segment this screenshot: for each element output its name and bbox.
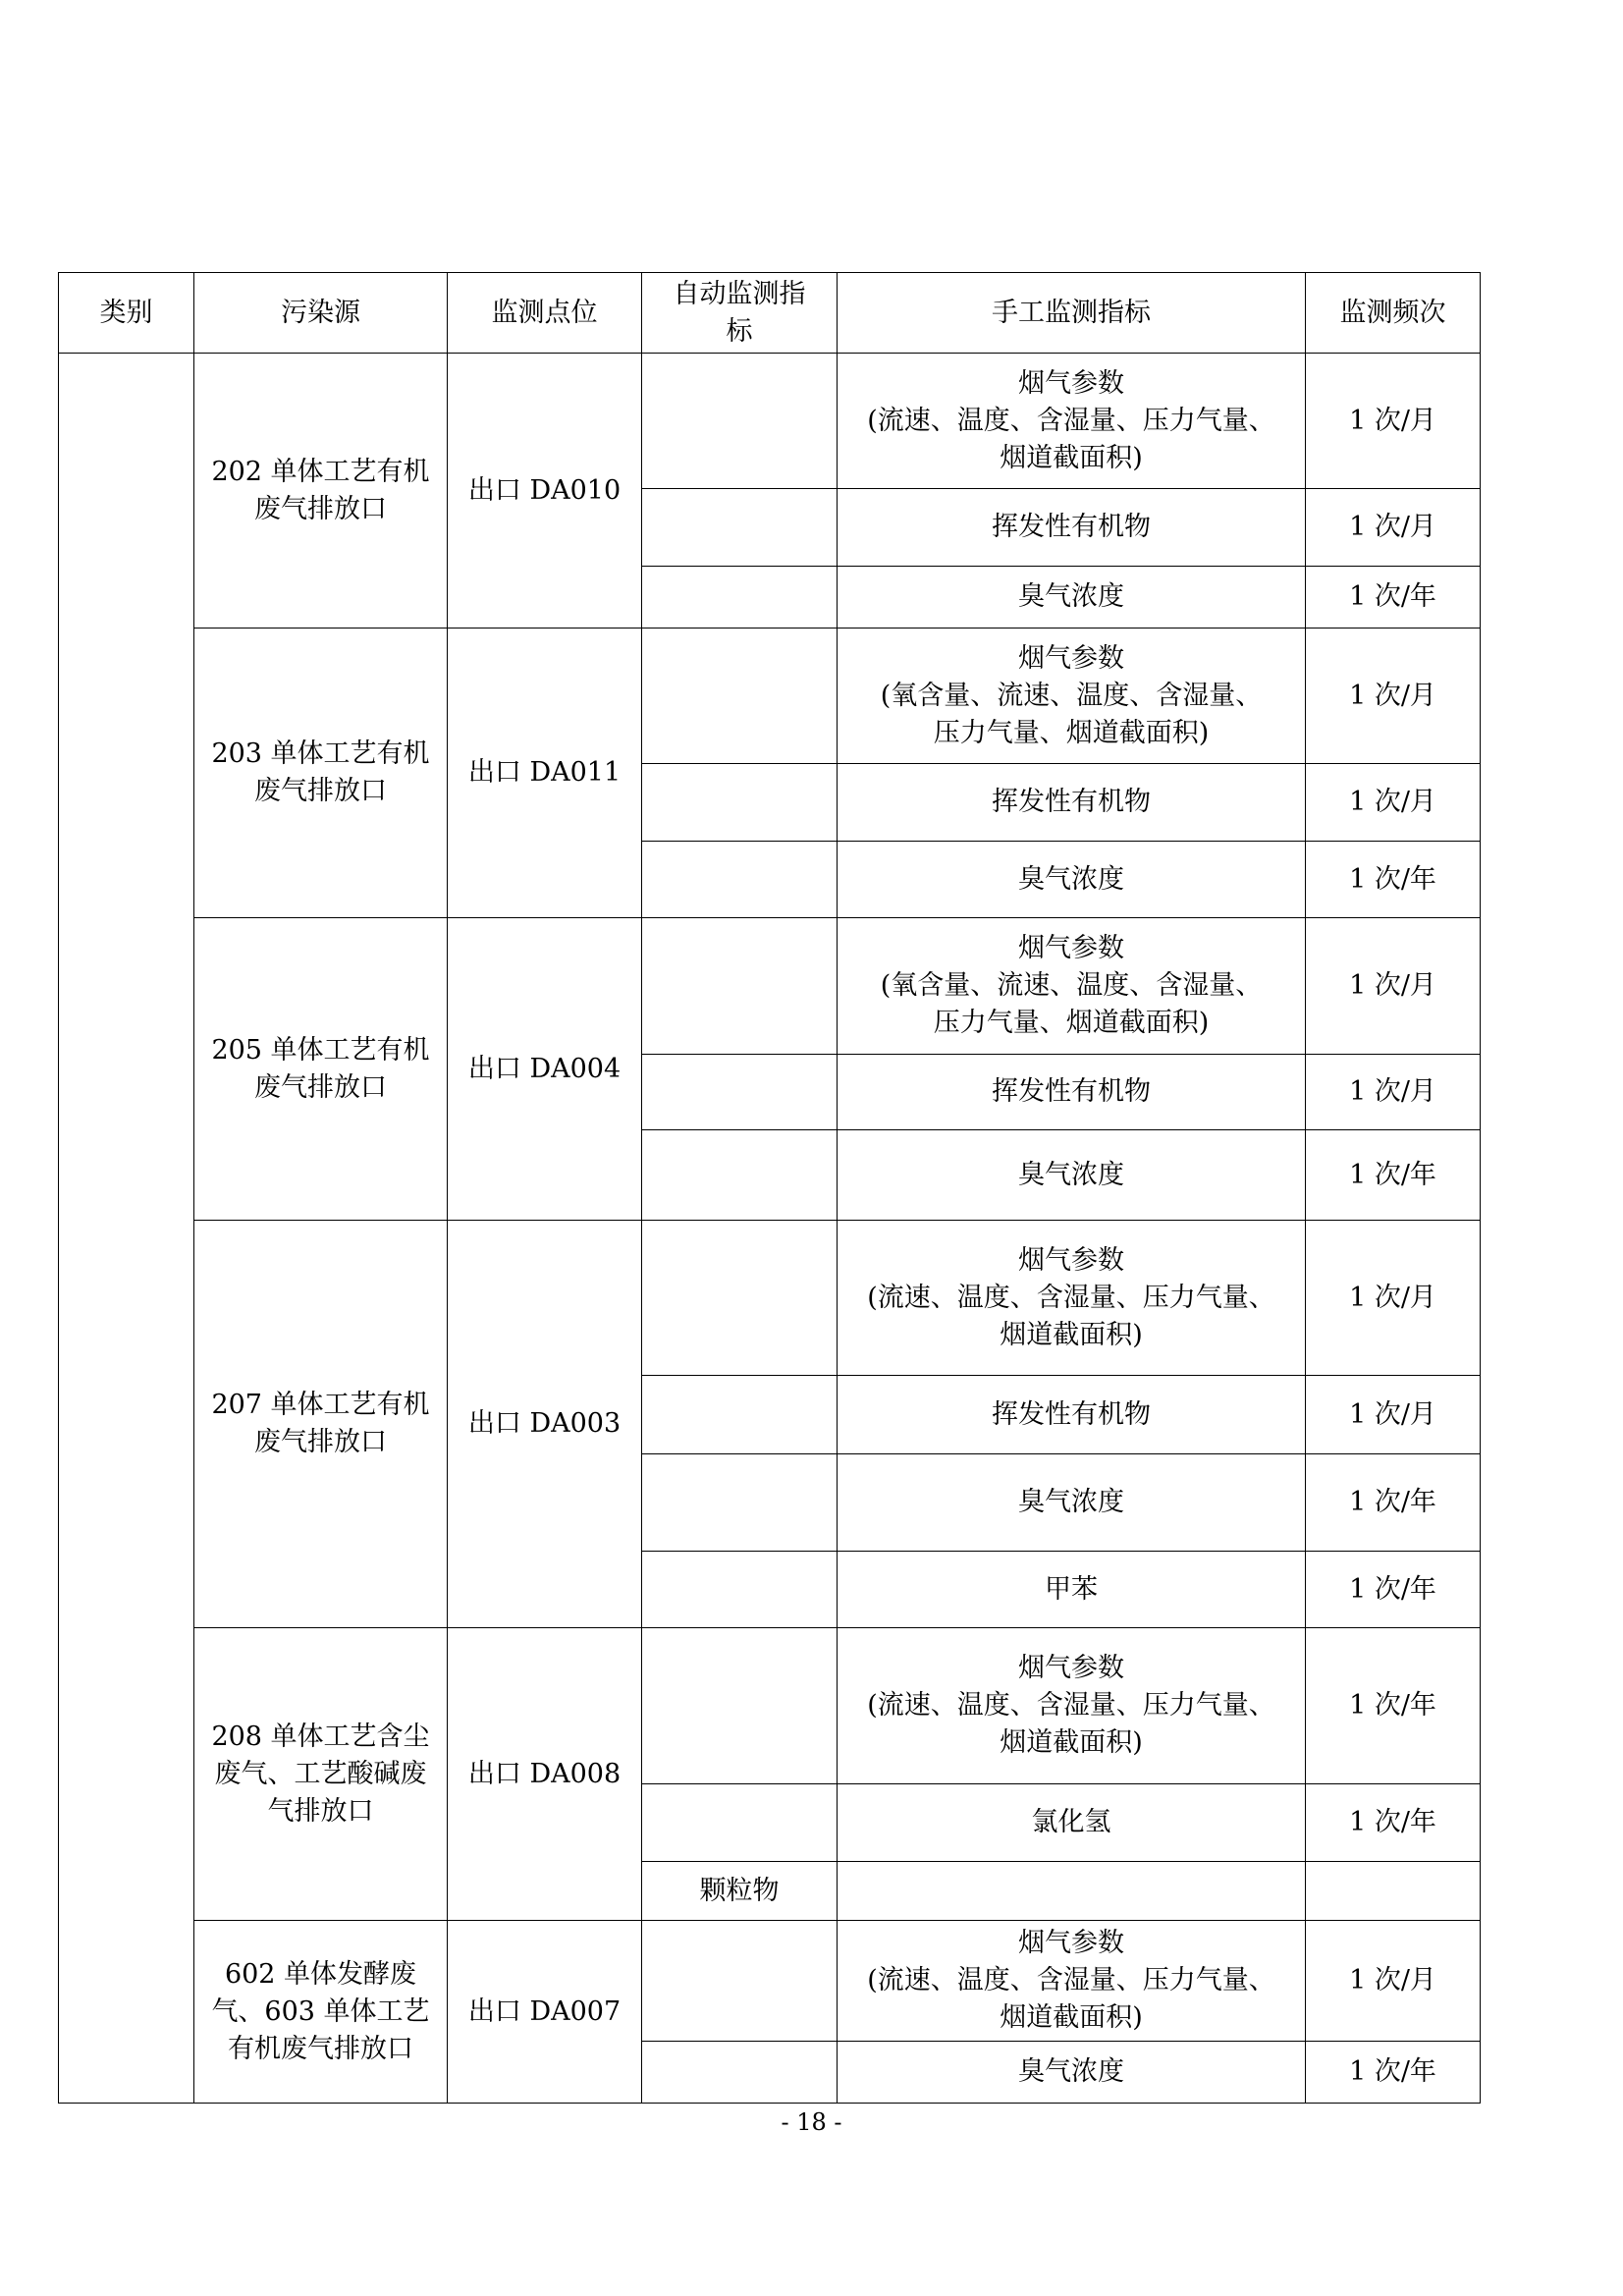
auto-cell — [642, 1221, 838, 1376]
auto-cell — [642, 354, 838, 489]
manual-cell: 烟气参数 (流速、温度、含湿量、压力气量、 烟道截面积) — [838, 1921, 1306, 2042]
freq-cell: 1 次/年 — [1306, 1454, 1481, 1552]
manual-cell: 烟气参数 (流速、温度、含湿量、压力气量、 烟道截面积) — [838, 354, 1306, 489]
freq-cell: 1 次/月 — [1306, 489, 1481, 567]
auto-cell — [642, 1921, 838, 2042]
auto-cell: 颗粒物 — [642, 1862, 838, 1921]
manual-cell: 臭气浓度 — [838, 1130, 1306, 1221]
manual-cell: 烟气参数 (氧含量、流速、温度、含湿量、 压力气量、烟道截面积) — [838, 918, 1306, 1055]
header-auto: 自动监测指 标 — [642, 273, 838, 354]
freq-cell: 1 次/年 — [1306, 1130, 1481, 1221]
point-cell: 出口 DA010 — [448, 354, 642, 629]
manual-cell: 氯化氢 — [838, 1784, 1306, 1862]
auto-cell — [642, 567, 838, 629]
freq-cell: 1 次/月 — [1306, 354, 1481, 489]
table-row — [59, 1628, 1481, 1784]
point-cell: 出口 DA011 — [448, 629, 642, 918]
auto-cell — [642, 1376, 838, 1454]
source-cell: 202 单体工艺有机 废气排放口 — [194, 354, 448, 629]
freq-cell: 1 次/月 — [1306, 764, 1481, 842]
header-row — [59, 273, 1481, 354]
table-row — [59, 1921, 1481, 2042]
manual-cell: 烟气参数 (流速、温度、含湿量、压力气量、 烟道截面积) — [838, 1628, 1306, 1784]
freq-cell: 1 次/年 — [1306, 1552, 1481, 1628]
monitoring-table — [58, 272, 1481, 2104]
auto-cell — [642, 489, 838, 567]
auto-cell — [642, 629, 838, 764]
auto-cell — [642, 764, 838, 842]
table-row — [59, 918, 1481, 1055]
source-cell: 207 单体工艺有机 废气排放口 — [194, 1221, 448, 1628]
manual-cell: 甲苯 — [838, 1552, 1306, 1628]
table-row — [59, 629, 1481, 764]
manual-cell: 烟气参数 (流速、温度、含湿量、压力气量、 烟道截面积) — [838, 1221, 1306, 1376]
source-cell: 203 单体工艺有机 废气排放口 — [194, 629, 448, 918]
freq-cell: 1 次/年 — [1306, 842, 1481, 918]
auto-cell — [642, 842, 838, 918]
point-cell: 出口 DA008 — [448, 1628, 642, 1921]
manual-cell — [838, 1862, 1306, 1921]
freq-cell — [1306, 1862, 1481, 1921]
manual-cell: 臭气浓度 — [838, 2042, 1306, 2104]
freq-cell: 1 次/月 — [1306, 1921, 1481, 2042]
header-source: 污染源 — [194, 273, 448, 354]
auto-cell — [642, 2042, 838, 2104]
freq-cell: 1 次/月 — [1306, 1376, 1481, 1454]
freq-cell: 1 次/月 — [1306, 918, 1481, 1055]
auto-cell — [642, 1454, 838, 1552]
auto-cell — [642, 1628, 838, 1784]
manual-cell: 烟气参数 (氧含量、流速、温度、含湿量、 压力气量、烟道截面积) — [838, 629, 1306, 764]
header-category: 类别 — [59, 273, 194, 354]
point-cell: 出口 DA007 — [448, 1921, 642, 2104]
header-manual: 手工监测指标 — [838, 273, 1306, 354]
table-row — [59, 354, 1481, 489]
manual-cell: 挥发性有机物 — [838, 1055, 1306, 1130]
source-cell: 205 单体工艺有机 废气排放口 — [194, 918, 448, 1221]
manual-cell: 挥发性有机物 — [838, 489, 1306, 567]
auto-cell — [642, 918, 838, 1055]
freq-cell: 1 次/月 — [1306, 1055, 1481, 1130]
source-cell: 602 单体发酵废 气、603 单体工艺 有机废气排放口 — [194, 1921, 448, 2104]
auto-cell — [642, 1055, 838, 1130]
manual-cell: 挥发性有机物 — [838, 764, 1306, 842]
freq-cell: 1 次/年 — [1306, 1784, 1481, 1862]
freq-cell: 1 次/月 — [1306, 629, 1481, 764]
freq-cell: 1 次/年 — [1306, 1628, 1481, 1784]
manual-cell: 臭气浓度 — [838, 1454, 1306, 1552]
table-row — [59, 1221, 1481, 1376]
manual-cell: 挥发性有机物 — [838, 1376, 1306, 1454]
point-cell: 出口 DA004 — [448, 918, 642, 1221]
auto-cell — [642, 1552, 838, 1628]
point-cell: 出口 DA003 — [448, 1221, 642, 1628]
source-cell: 208 单体工艺含尘 废气、工艺酸碱废 气排放口 — [194, 1628, 448, 1921]
header-point: 监测点位 — [448, 273, 642, 354]
freq-cell: 1 次/月 — [1306, 1221, 1481, 1376]
freq-cell: 1 次/年 — [1306, 567, 1481, 629]
header-freq: 监测频次 — [1306, 273, 1481, 354]
auto-cell — [642, 1130, 838, 1221]
manual-cell: 臭气浓度 — [838, 567, 1306, 629]
page-number: - 18 - — [781, 2108, 842, 2136]
manual-cell: 臭气浓度 — [838, 842, 1306, 918]
auto-cell — [642, 1784, 838, 1862]
category-cell — [59, 354, 194, 2104]
freq-cell: 1 次/年 — [1306, 2042, 1481, 2104]
